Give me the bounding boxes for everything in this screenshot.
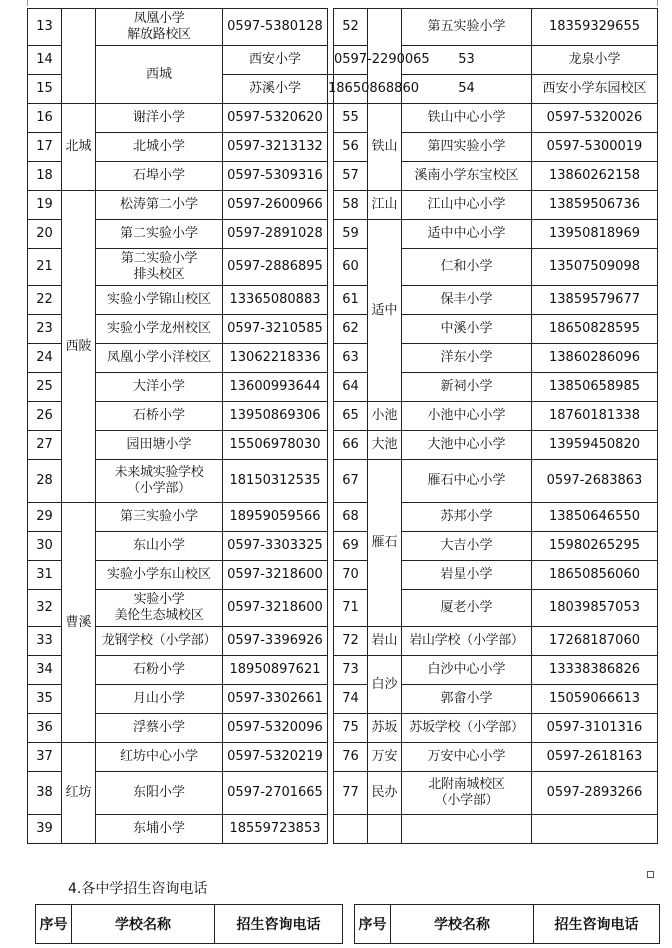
- left-school-cell: 实验小学 美伦生态城校区: [96, 590, 223, 627]
- right-phone-cell: 0597-2683863: [532, 460, 658, 503]
- right-seq-cell: 54: [402, 75, 532, 104]
- table-row: [28, 46, 658, 75]
- right-seq-cell: 65: [334, 402, 368, 431]
- right-district-cell: 铁山: [368, 104, 402, 191]
- left-seq-cell: 38: [28, 772, 62, 815]
- right-district-cell: 小池: [368, 402, 402, 431]
- left-district-cell: 西陂: [62, 191, 96, 503]
- header-name-left: 学校名称: [72, 905, 215, 944]
- right-district-cell: 民办: [368, 772, 402, 815]
- right-phone-cell: 13860262158: [532, 162, 658, 191]
- right-phone-cell: 18650828595: [532, 315, 658, 344]
- left-phone-cell: 18959059566: [223, 503, 328, 532]
- left-phone-cell: 18150312535: [223, 460, 328, 503]
- table-row: [28, 590, 658, 627]
- left-seq-cell: 29: [28, 503, 62, 532]
- right-phone-cell: 18760181338: [532, 402, 658, 431]
- left-school-cell: 石粉小学: [96, 656, 223, 685]
- left-school-cell: 凤凰小学 解放路校区: [96, 9, 223, 46]
- left-school-cell: 未来城实验学校 （小学部）: [96, 460, 223, 503]
- right-seq-cell: 72: [334, 627, 368, 656]
- right-seq-cell: 55: [334, 104, 368, 133]
- right-phone-cell: 15980265295: [532, 532, 658, 561]
- left-seq-cell: 28: [28, 460, 62, 503]
- page-corner-mark-right: [657, 0, 658, 6]
- right-school-cell: 铁山中心小学: [402, 104, 532, 133]
- right-seq-cell: 60: [334, 249, 368, 286]
- left-seq-cell: 15: [28, 75, 62, 104]
- right-phone-cell: 0597-2893266: [532, 772, 658, 815]
- right-phone-cell: 0597-5300019: [532, 133, 658, 162]
- right-school-cell: 大池中心小学: [402, 431, 532, 460]
- left-seq-cell: 23: [28, 315, 62, 344]
- right-school-cell: 万安中心小学: [402, 743, 532, 772]
- left-phone-cell: 0597-2886895: [223, 249, 328, 286]
- right-school-cell: 岩山学校（小学部）: [402, 627, 532, 656]
- table-row: [28, 402, 658, 431]
- left-phone-cell: 13600993644: [223, 373, 328, 402]
- right-school-cell: 中溪小学: [402, 315, 532, 344]
- left-school-cell: 第三实验小学: [96, 503, 223, 532]
- left-seq-cell: 18: [28, 162, 62, 191]
- left-seq-cell: 27: [28, 431, 62, 460]
- right-seq-cell: 68: [334, 503, 368, 532]
- left-seq-cell: 31: [28, 561, 62, 590]
- left-phone-cell: 18950897621: [223, 656, 328, 685]
- table-row: [28, 815, 658, 844]
- left-school-cell: 红坊中心小学: [96, 743, 223, 772]
- left-school-cell: 西城: [96, 46, 223, 104]
- right-phone-cell: 18039857053: [532, 590, 658, 627]
- right-school-cell: 小池中心小学: [402, 402, 532, 431]
- table-row: [28, 286, 658, 315]
- right-phone-cell: 18650856060: [532, 561, 658, 590]
- table-row: [28, 431, 658, 460]
- left-phone-cell: 0597-3302661: [223, 685, 328, 714]
- right-school-cell: 大吉小学: [402, 532, 532, 561]
- section-title: 4.各中学招生咨询电话: [68, 881, 208, 897]
- right-seq-cell: 77: [334, 772, 368, 815]
- right-school-cell: 53: [402, 46, 532, 75]
- header-phone-left: 招生咨询电话: [215, 905, 343, 944]
- left-phone-cell: 13062218336: [223, 344, 328, 373]
- left-phone-cell: 0597-5380128: [223, 9, 328, 46]
- left-school-cell: 园田塘小学: [96, 431, 223, 460]
- right-seq-cell: 73: [334, 656, 368, 685]
- table-row: [28, 162, 658, 191]
- right-seq-cell: 62: [334, 315, 368, 344]
- right-school-cell: 保丰小学: [402, 286, 532, 315]
- right-phone-cell: [532, 815, 658, 844]
- right-phone-cell: 13950818969: [532, 220, 658, 249]
- right-school-cell: 西安小学东园校区: [532, 75, 658, 104]
- left-school-cell: 石桥小学: [96, 402, 223, 431]
- right-district-cell: 苏坂: [368, 714, 402, 743]
- table-row: [28, 133, 658, 162]
- left-seq-cell: 34: [28, 656, 62, 685]
- right-district-cell: 适中: [368, 220, 402, 402]
- left-school-cell: 月山小学: [96, 685, 223, 714]
- table-row: [28, 656, 658, 685]
- left-seq-cell: 39: [28, 815, 62, 844]
- table-row: [28, 9, 658, 46]
- left-seq-cell: 16: [28, 104, 62, 133]
- right-seq-cell: 52: [334, 9, 368, 46]
- table-resize-handle[interactable]: [647, 871, 654, 878]
- left-seq-cell: 32: [28, 590, 62, 627]
- right-school-cell: 厦老小学: [402, 590, 532, 627]
- left-seq-cell: 25: [28, 373, 62, 402]
- right-seq-cell: 63: [334, 344, 368, 373]
- left-phone-cell: 0597-3213132: [223, 133, 328, 162]
- right-school-cell: 溪南小学东宝校区: [402, 162, 532, 191]
- left-district-cell: 北城: [62, 104, 96, 191]
- primary-school-table: [27, 8, 658, 844]
- right-district-cell: 江山: [368, 191, 402, 220]
- right-phone-cell: 13860286096: [532, 344, 658, 373]
- left-phone-cell: 13950869306: [223, 402, 328, 431]
- left-phone-cell: 0597-3218600: [223, 561, 328, 590]
- left-school-cell: 东埔小学: [96, 815, 223, 844]
- right-phone-cell: 13859506736: [532, 191, 658, 220]
- right-district-cell: 万安: [368, 743, 402, 772]
- table-row: [28, 627, 658, 656]
- table-row: [28, 743, 658, 772]
- left-school-cell: 第二实验小学: [96, 220, 223, 249]
- left-phone-cell: 0597-3210585: [223, 315, 328, 344]
- left-district-cell: 红坊: [62, 743, 96, 844]
- table-row: [28, 220, 658, 249]
- right-seq-cell: 67: [334, 460, 368, 503]
- table-row: [28, 344, 658, 373]
- left-school-cell: 龙钢学校（小学部）: [96, 627, 223, 656]
- table-row: [28, 503, 658, 532]
- left-school-cell: 北城小学: [96, 133, 223, 162]
- right-seq-cell: [334, 815, 368, 844]
- header-spacer: [343, 905, 355, 944]
- right-district-cell: 白沙: [368, 656, 402, 714]
- left-school-cell: 凤凰小学小洋校区: [96, 344, 223, 373]
- left-phone-cell: 西安小学: [223, 46, 328, 75]
- left-school-cell: 实验小学锦山校区: [96, 286, 223, 315]
- right-phone-cell: 13507509098: [532, 249, 658, 286]
- left-seq-cell: 13: [28, 9, 62, 46]
- right-seq-cell: 70: [334, 561, 368, 590]
- right-phone-cell: 17268187060: [532, 627, 658, 656]
- left-school-cell: 东阳小学: [96, 772, 223, 815]
- right-seq-cell: 57: [334, 162, 368, 191]
- left-phone-cell: 0597-3396926: [223, 627, 328, 656]
- left-school-cell: 第二实验小学 排头校区: [96, 249, 223, 286]
- left-seq-cell: 21: [28, 249, 62, 286]
- right-phone-cell: 13850658985: [532, 373, 658, 402]
- right-phone-cell: 0597-2618163: [532, 743, 658, 772]
- left-seq-cell: 26: [28, 402, 62, 431]
- left-phone-cell: 0597-5320096: [223, 714, 328, 743]
- right-seq-cell: 59: [334, 220, 368, 249]
- right-phone-cell: 龙泉小学: [532, 46, 658, 75]
- left-phone-cell: 0597-5309316: [223, 162, 328, 191]
- right-seq-cell: 75: [334, 714, 368, 743]
- left-phone-cell: 18650868860: [328, 75, 334, 104]
- right-district-cell: 大池: [368, 431, 402, 460]
- right-phone-cell: 13850646550: [532, 503, 658, 532]
- left-seq-cell: 33: [28, 627, 62, 656]
- left-seq-cell: 19: [28, 191, 62, 220]
- right-seq-cell: 64: [334, 373, 368, 402]
- left-phone-cell: 18559723853: [223, 815, 328, 844]
- left-district-cell: 曹溪: [62, 503, 96, 743]
- left-seq-cell: 22: [28, 286, 62, 315]
- left-phone-cell: 0597-3218600: [223, 590, 328, 627]
- left-school-cell: 石埠小学: [96, 162, 223, 191]
- left-district-cell: [62, 9, 96, 104]
- right-seq-cell: 61: [334, 286, 368, 315]
- right-seq-cell: 0597-2290065: [334, 46, 368, 75]
- left-seq-cell: 20: [28, 220, 62, 249]
- left-school-cell: 大洋小学: [96, 373, 223, 402]
- table-row: [28, 104, 658, 133]
- left-phone-cell: 0597-2891028: [223, 220, 328, 249]
- right-seq-cell: 56: [334, 133, 368, 162]
- left-seq-cell: 14: [28, 46, 62, 75]
- left-school-cell: 东山小学: [96, 532, 223, 561]
- right-phone-cell: 15059066613: [532, 685, 658, 714]
- right-school-cell: 郭畲小学: [402, 685, 532, 714]
- right-phone-cell: 13959450820: [532, 431, 658, 460]
- table-row: [28, 561, 658, 590]
- right-seq-cell: 74: [334, 685, 368, 714]
- table-row: [28, 532, 658, 561]
- header-name-right: 学校名称: [391, 905, 534, 944]
- right-district-cell: 岩山: [368, 627, 402, 656]
- right-school-cell: 第四实验小学: [402, 133, 532, 162]
- left-phone-cell: 0597-2600966: [223, 191, 328, 220]
- left-school-cell: 松涛第二小学: [96, 191, 223, 220]
- right-district-cell: 雁石: [368, 460, 402, 627]
- header-seq-left: 序号: [36, 905, 72, 944]
- table-row: [28, 714, 658, 743]
- header-phone-right: 招生咨询电话: [534, 905, 660, 944]
- right-seq-cell: 58: [334, 191, 368, 220]
- left-school-cell: 谢洋小学: [96, 104, 223, 133]
- right-school-cell: 苏坂学校（小学部）: [402, 714, 532, 743]
- right-school-cell: 白沙中心小学: [402, 656, 532, 685]
- left-phone-cell: 13365080883: [223, 286, 328, 315]
- right-phone-cell: 18359329655: [532, 9, 658, 46]
- right-phone-cell: 13859579677: [532, 286, 658, 315]
- left-seq-cell: 17: [28, 133, 62, 162]
- middle-school-table-header: [35, 904, 660, 944]
- right-school-cell: [402, 815, 532, 844]
- table-row: [28, 373, 658, 402]
- left-seq-cell: 24: [28, 344, 62, 373]
- right-school-cell: 洋东小学: [402, 344, 532, 373]
- table-row: [28, 460, 658, 503]
- left-seq-cell: 37: [28, 743, 62, 772]
- right-school-cell: 第五实验小学: [402, 9, 532, 46]
- table-row: [28, 685, 658, 714]
- right-seq-cell: 66: [334, 431, 368, 460]
- right-phone-cell: 0597-3101316: [532, 714, 658, 743]
- page-corner-mark-left: [27, 0, 28, 6]
- right-school-cell: 江山中心小学: [402, 191, 532, 220]
- right-school-cell: 新祠小学: [402, 373, 532, 402]
- right-phone-cell: 0597-5320026: [532, 104, 658, 133]
- right-school-cell: 苏邦小学: [402, 503, 532, 532]
- left-phone-cell: 0597-3303325: [223, 532, 328, 561]
- right-school-cell: 北附南城校区 （小学部）: [402, 772, 532, 815]
- right-district-cell: [368, 815, 402, 844]
- right-school-cell: 雁石中心小学: [402, 460, 532, 503]
- left-school-cell: 苏溪小学: [223, 75, 328, 104]
- left-phone-cell: 0597-5320620: [223, 104, 328, 133]
- table-row: [28, 772, 658, 815]
- right-school-cell: 适中中心小学: [402, 220, 532, 249]
- left-phone-cell: 15506978030: [223, 431, 328, 460]
- right-phone-cell: 13338386826: [532, 656, 658, 685]
- left-seq-cell: 36: [28, 714, 62, 743]
- left-seq-cell: 35: [28, 685, 62, 714]
- table-row: [28, 315, 658, 344]
- right-seq-cell: 69: [334, 532, 368, 561]
- left-school-cell: 浮蔡小学: [96, 714, 223, 743]
- table-row: [28, 249, 658, 286]
- left-seq-cell: 30: [28, 532, 62, 561]
- right-school-cell: 岩星小学: [402, 561, 532, 590]
- left-phone-cell: 0597-2701665: [223, 772, 328, 815]
- right-seq-cell: 71: [334, 590, 368, 627]
- header-seq-right: 序号: [355, 905, 391, 944]
- right-school-cell: 仁和小学: [402, 249, 532, 286]
- right-seq-cell: 76: [334, 743, 368, 772]
- left-school-cell: 实验小学龙州校区: [96, 315, 223, 344]
- header-row: [36, 905, 660, 944]
- left-phone-cell: 0597-5320219: [223, 743, 328, 772]
- left-school-cell: 实验小学东山校区: [96, 561, 223, 590]
- table-row: [28, 191, 658, 220]
